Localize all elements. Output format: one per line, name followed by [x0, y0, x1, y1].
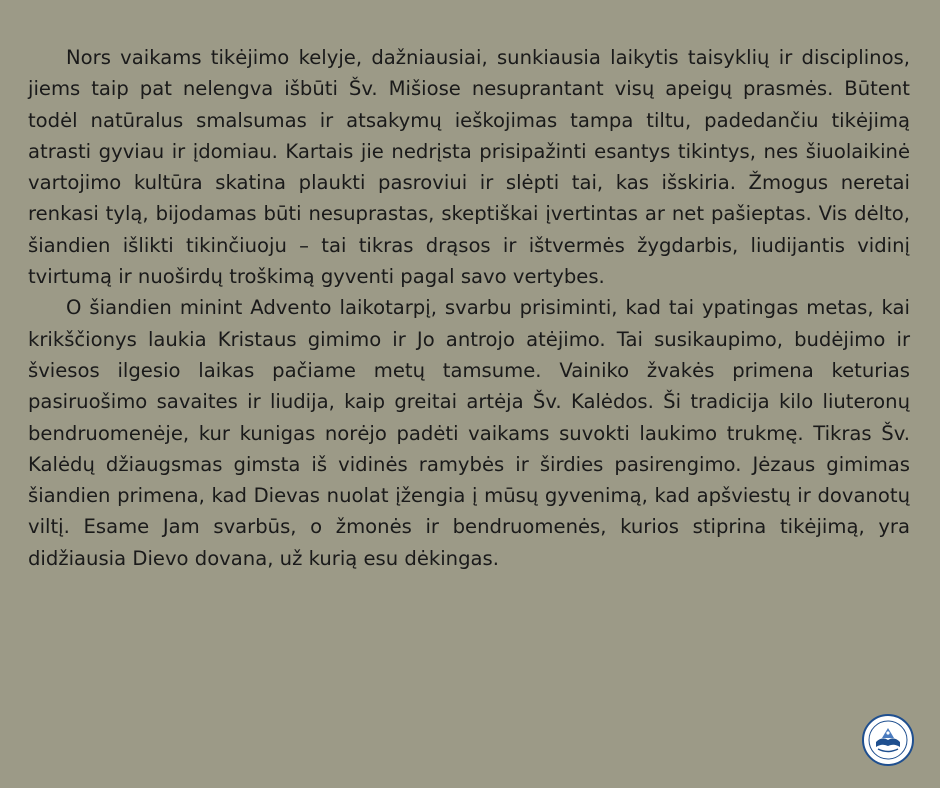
- paragraph-1: Nors vaikams tikėjimo kelyje, dažniausiai, sunkiausia laikytis taisyklių ir disciplinos, jiems taip pat nelengva išbūti Šv. Mišiose nesuprantant visų apeigų prasmės. Būtent todėl natūralus smalsumas ir atsakymų ieškojimas tampa tiltu, padedančiu tikėjimą atrasti gyviau ir įdomiau. Kartais jie nedrįsta prisipažinti esantys tikintys, nes šiuolaikinė vartojimo kultūra skatina plaukti pasroviui ir slėpti tai, kas išskiria. Žmogus neretai renkasi tylą, bijodamas būti nesuprastas, skeptiškai įvertintas ar net pašieptas. Vis dėlto, šiandien išlikti tikinčiuoju – tai tikras drąsos ir ištvermės žygdarbis, liudijantis vidinį tvirtumą ir nuoširdų troškimą gyventi pagal savo vertybes.: [28, 46, 910, 289]
- paragraph-2: O šiandien minint Advento laikotarpį, svarbu prisiminti, kad tai ypatingas metas, kai krikščionys laukia Kristaus gimimo ir Jo antrojo atėjimo. Tai susikaupimo, budėjimo ir šviesos ilgesio laikas pačiame metų tamsume. Vainiko žvakės primena keturias pasiruošimo savaites ir liudija, kaip greitai artėja Šv. Kalėdos. Ši tradicija kilo liuteronų bendruomenėje, kur kunigas norėjo padėti vaikams suvokti laukimo trukmę. Tikras Šv. Kalėdų džiaugsmas gimsta iš vidinės ramybės ir širdies pasirengimo. Jėzaus gimimas šiandien primena, kad Dievas nuolat įžengia į mūsų gyvenimą, kad apšviestų ir dovanotų viltį. Esame Jam svarbūs, o žmonės ir bendruomenės, kurios stiprina tikėjimą, yra didžiausia Dievo dovana, už kurią esu dėkingas.: [28, 296, 910, 570]
- school-emblem-icon: [862, 714, 914, 766]
- article-body: [28, 42, 910, 574]
